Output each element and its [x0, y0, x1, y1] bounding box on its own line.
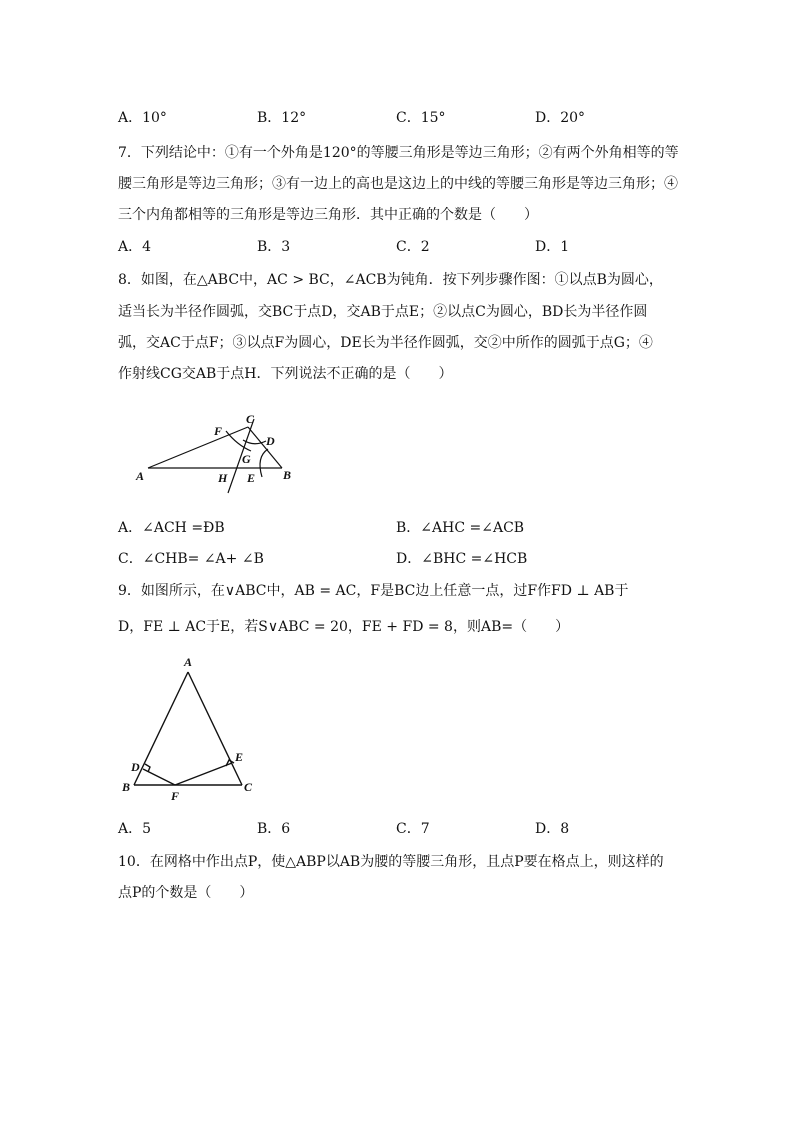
- q10-text-line-2: 点P的个数是（ ）: [118, 885, 254, 901]
- q8-text-line-4: 作射线CG交AB于点H．下列说法不正确的是（ ）: [118, 366, 453, 382]
- q8-option-a: A．∠ACH =ÐB: [118, 520, 225, 536]
- q8-label-f: F: [214, 424, 223, 438]
- q8-label-c: C: [246, 412, 255, 426]
- q8-option-b: B．∠AHC =∠ACB: [396, 520, 525, 536]
- q8-text-line-3: 弧，交AC于点F；③以点F为圆心，DE长为半径作圆弧，交②中所作的圆弧于点G；④: [118, 335, 653, 351]
- q8-segment-ac: [148, 427, 248, 468]
- q6-option-a: A．10°: [118, 110, 167, 126]
- q9-segment-ab: [134, 672, 188, 785]
- q8-option-d: D．∠BHC =∠HCB: [396, 551, 528, 567]
- q7-option-a: A．4: [118, 239, 152, 255]
- q9-option-a: A．5: [118, 821, 152, 837]
- q8-label-b: B: [283, 468, 292, 482]
- q10-text-line-1: 10．在网格中作出点P，使△ABP以AB为腰的等腰三角形，且点P要在格点上，则这样的: [118, 854, 664, 870]
- q9-text-line-2: D，FE ⊥ AC于E，若S∨ABC = 20，FE + FD = 8，则AB=（ ）: [118, 619, 570, 635]
- q6-option-b: B．12°: [257, 110, 307, 126]
- q8-label-e: E: [247, 471, 256, 485]
- q9-option-d: D．8: [535, 821, 570, 837]
- q9-option-b: B．6: [257, 821, 291, 837]
- q9-label-a: A: [184, 655, 193, 669]
- q8-text-line-2: 适当长为半径作圆弧，交BC于点D，交AB于点E；②以点C为圆心，BD长为半径作圆: [118, 304, 648, 320]
- q9-segment-fe: [175, 763, 232, 785]
- q8-triangle-figure: [130, 405, 300, 500]
- q9-label-b: B: [122, 780, 131, 794]
- q7-option-d: D．1: [535, 239, 570, 255]
- q9-segment-ac: [188, 672, 242, 785]
- q9-label-d: D: [131, 760, 140, 774]
- q6-option-d: D．20°: [535, 110, 586, 126]
- q6-option-c: C．15°: [396, 110, 446, 126]
- q9-label-e: E: [235, 750, 244, 764]
- q8-arc-center-b: [260, 449, 268, 477]
- q8-label-g: G: [242, 452, 251, 466]
- q9-text-line-1: 9．如图所示，在∨ABC中，AB = AC，F是BC边上任意一点，过F作FD ⊥ AB于: [118, 583, 629, 599]
- q8-label-d: D: [266, 434, 275, 448]
- q9-option-c: C．7: [396, 821, 430, 837]
- q8-label-a: A: [136, 469, 145, 483]
- q9-triangle-figure: [118, 652, 268, 802]
- q7-option-c: C．2: [396, 239, 430, 255]
- q9-label-c: C: [244, 780, 253, 794]
- q7-option-b: B．3: [257, 239, 291, 255]
- q8-text-line-1: 8．如图，在△ABC中，AC > BC，∠ACB为钝角．按下列步骤作图：①以点B为圆心，: [118, 272, 663, 288]
- q9-label-f: F: [171, 789, 180, 802]
- q8-segment-bc: [248, 427, 282, 468]
- q7-text-line-2: 腰三角形是等边三角形；③有一边上的高也是这边上的中线的等腰三角形是等边三角形；④: [118, 176, 678, 192]
- q8-option-c: C．∠CHB= ∠A+ ∠B: [118, 551, 264, 567]
- q7-text-line-3: 三个内角都相等的三角形是等边三角形．其中正确的个数是（ ）: [118, 207, 538, 223]
- q7-text-line-1: 7．下列结论中：①有一个外角是120°的等腰三角形是等边三角形；②有两个外角相等的等: [118, 145, 679, 161]
- q8-label-h: H: [218, 471, 228, 485]
